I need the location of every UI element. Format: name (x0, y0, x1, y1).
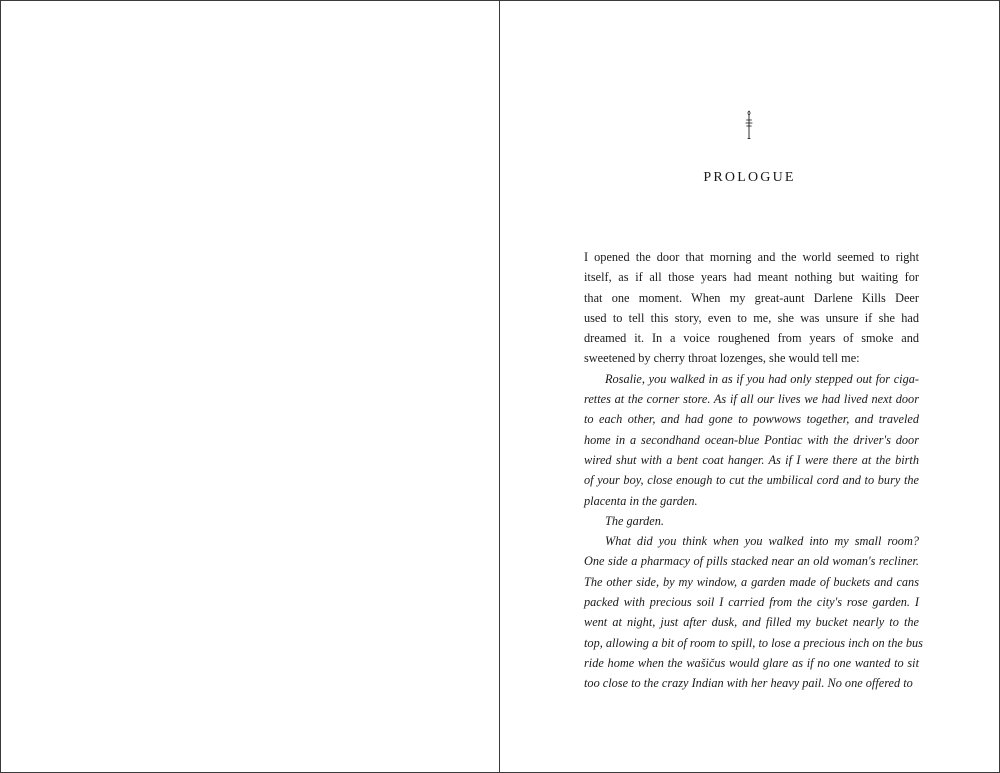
text-line: itself, as if all those years had meant nothing but waiting for (584, 270, 919, 285)
text-line: home in a secondhand ocean-blue Pontiac with the driver's door (584, 432, 919, 447)
text-line: top, allowing a bit of room to spill, to lose a precious inch on the bus (584, 635, 923, 650)
paragraph (584, 247, 919, 369)
text-line: I opened the door that morning and the world seemed to right (584, 250, 919, 264)
text-line: rettes at the corner store. As if all our lives we had lived next door (584, 392, 919, 407)
paragraph (584, 369, 919, 511)
text-line: The other side, by my window, a garden made of buckets and cans (584, 574, 919, 589)
text-line: placenta in the garden. (584, 493, 698, 508)
text-line: What did you think when you walked into my small room? (605, 534, 919, 549)
text-line: that one moment. When my great-aunt Darlene Kills Deer (584, 290, 919, 305)
text-line: packed with precious soil I carried from the city's rose garden. I (584, 595, 919, 610)
paragraph (584, 531, 923, 693)
text-line: wired shut with a bent coat hanger. As if I were there at the birth (584, 452, 919, 467)
text-line: One side a pharmacy of pills stacked near an old woman's recliner. (584, 554, 919, 569)
text-line: sweetened by cherry throat lozenges, she would tell me: (584, 351, 860, 366)
text-line: used to tell this story, even to me, she was unsure if she had (584, 310, 919, 325)
text-line: The garden. (605, 513, 664, 528)
text-line: went at night, just after dusk, and filled my bucket nearly to the (584, 615, 919, 630)
body-text (584, 247, 923, 694)
dagger-ornament-icon (741, 110, 757, 140)
text-line: dreamed it. In a voice roughened from years of smoke and (584, 331, 919, 346)
left-page-blank (1, 1, 499, 772)
right-page (500, 1, 999, 772)
text-line: to each other, and had gone to powwows together, and traveled (584, 412, 919, 427)
text-line: Rosalie, you walked in as if you had only stepped out for ciga- (605, 371, 919, 386)
paragraph (584, 511, 919, 531)
chapter-title: PROLOGUE (703, 170, 796, 185)
text-line: too close to the crazy Indian with her heavy pail. No one offered to (584, 676, 913, 691)
text-line: ride home when the wašičus would glare as if no one wanted to sit (584, 655, 919, 670)
text-line: of your boy, close enough to cut the umbilical cord and to bury the (584, 473, 919, 488)
